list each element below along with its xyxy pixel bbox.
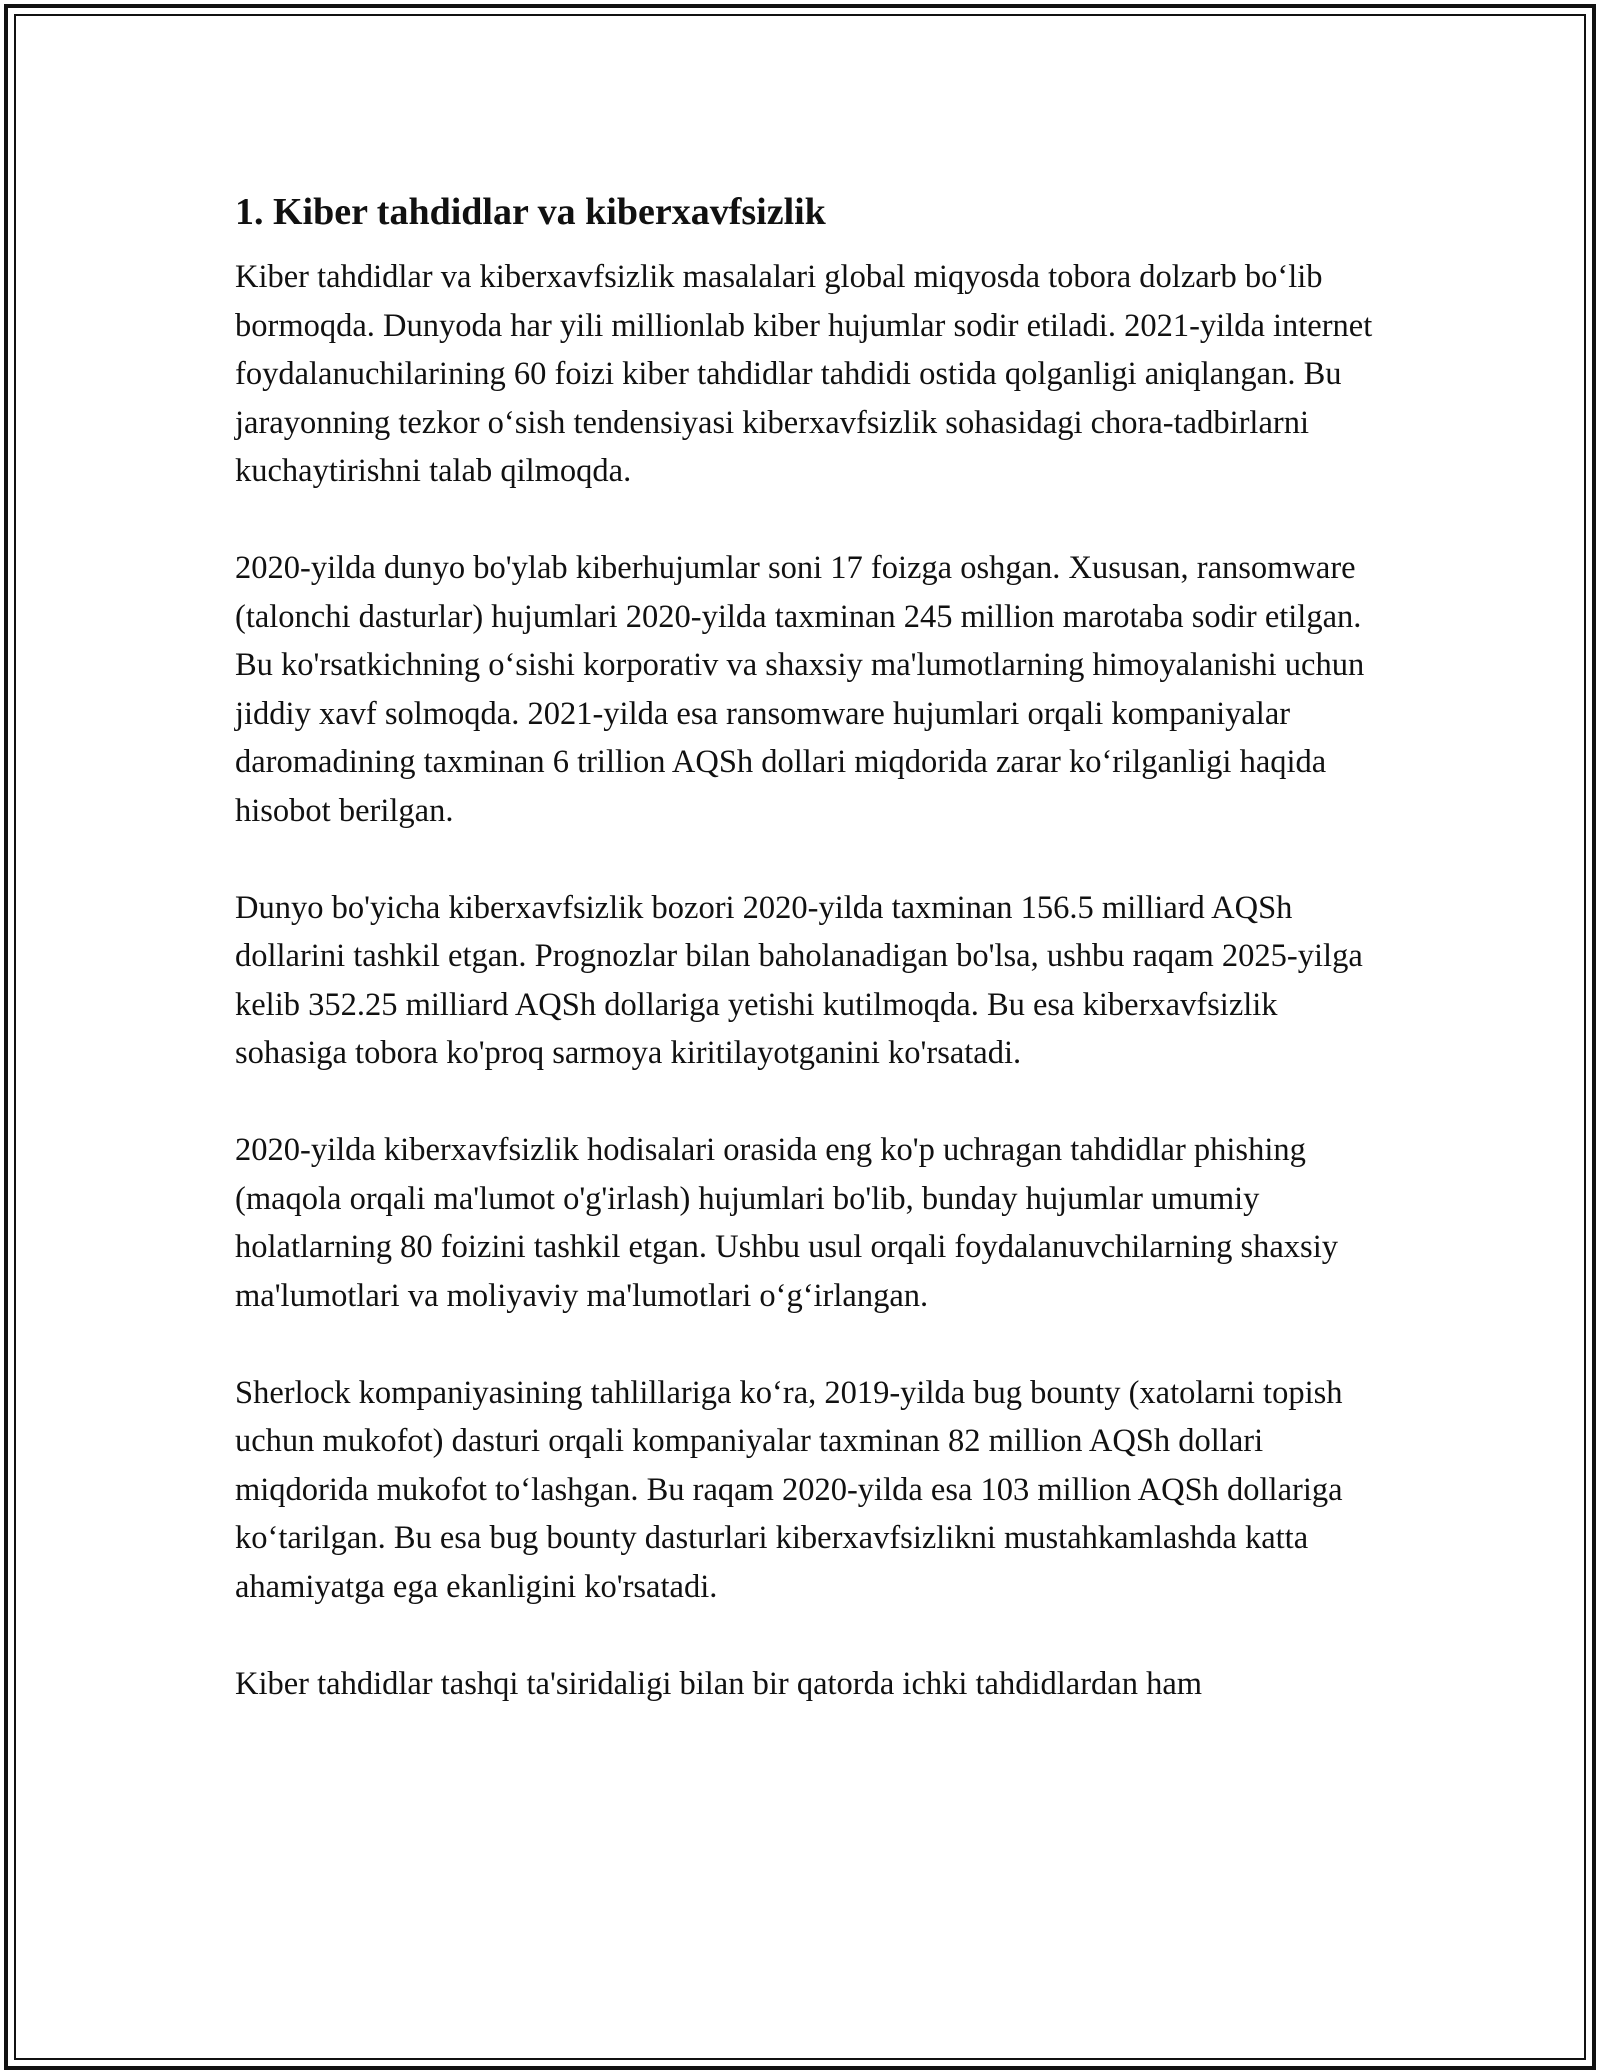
section-heading: 1. Kiber tahdidlar va kiberxavfsizlik [235, 191, 826, 233]
paragraph-1: Kiber tahdidlar va kiberxavfsizlik masalalari global miqyosda tobora dolzarb boʻlib bormoqda. Dunyoda har yili millionlab kiber hujumlar sodir etiladi. 2021-yilda internet foydalanuchilarining 60 foizi kiber tahdidlar tahdidi ostida qolganligi aniqlangan. Bu jarayonning tezkor oʻsish tendensiyasi kiberxavfsizlik sohasidagi chora-tadbirlarni kuchaytirishni talab qilmoqda. [235, 259, 1373, 489]
paragraph-5: Sherlock kompaniyasining tahlillariga koʻra, 2019-yilda bug bounty (xatolarni topish uchun mukofot) dasturi orqali kompaniyalar taxminan 82 million AQSh dollari miqdorida mukofot toʻlashgan. Bu raqam 2020-yilda esa 103 million AQSh dollariga koʻtarilgan. Bu esa bug bounty dasturlari kiberxavfsizlikni mustahkamlashda katta ahamiyatga ega ekanligini ko'rsatadi. [235, 1374, 1343, 1605]
paragraph-3: Dunyo bo'yicha kiberxavfsizlik bozori 2020-yilda taxminan 156.5 milliard AQSh dollarini tashkil etgan. Prognozlar bilan baholanadigan bo'lsa, ushbu raqam 2025-yilga kelib 352.25 milliard AQSh dollariga yetishi kutilmoqda. Bu esa kiberxavfsizlik sohasiga tobora ko'proq sarmoya kiritilayotganini ko'rsatadi. [235, 889, 1363, 1071]
document-body [235, 186, 1385, 1757]
paragraph-2: 2020-yilda dunyo bo'ylab kiberhujumlar soni 17 foizga oshgan. Xususan, ransomware (talonchi dasturlar) hujumlari 2020-yilda taxminan 245 million marotaba sodir etilgan. Bu ko'rsatkichning oʻsishi korporativ va shaxsiy ma'lumotlarning himoyalanishi uchun jiddiy xavf solmoqda. 2021-yilda esa ransomware hujumlari orqali kompaniyalar daromadining taxminan 6 trillion AQSh dollari miqdorida zarar koʻrilganligi haqida hisobot berilgan. [235, 550, 1365, 829]
paragraph-6: Kiber tahdidlar tashqi ta'siridaligi bilan bir qatorda ichki tahdidlardan ham [235, 1665, 1203, 1702]
paragraph-4: 2020-yilda kiberxavfsizlik hodisalari orasida eng ko'p uchragan tahdidlar phishing (maqola orqali ma'lumot o'g'irlash) hujumlari bo'lib, bunday hujumlar umumiy holatlarning 80 foizini tashkil etgan. Ushbu usul orqali foydalanuvchilarning shaxsiy ma'lumotlari va moliyaviy ma'lumotlari oʻgʻirlangan. [235, 1132, 1338, 1314]
